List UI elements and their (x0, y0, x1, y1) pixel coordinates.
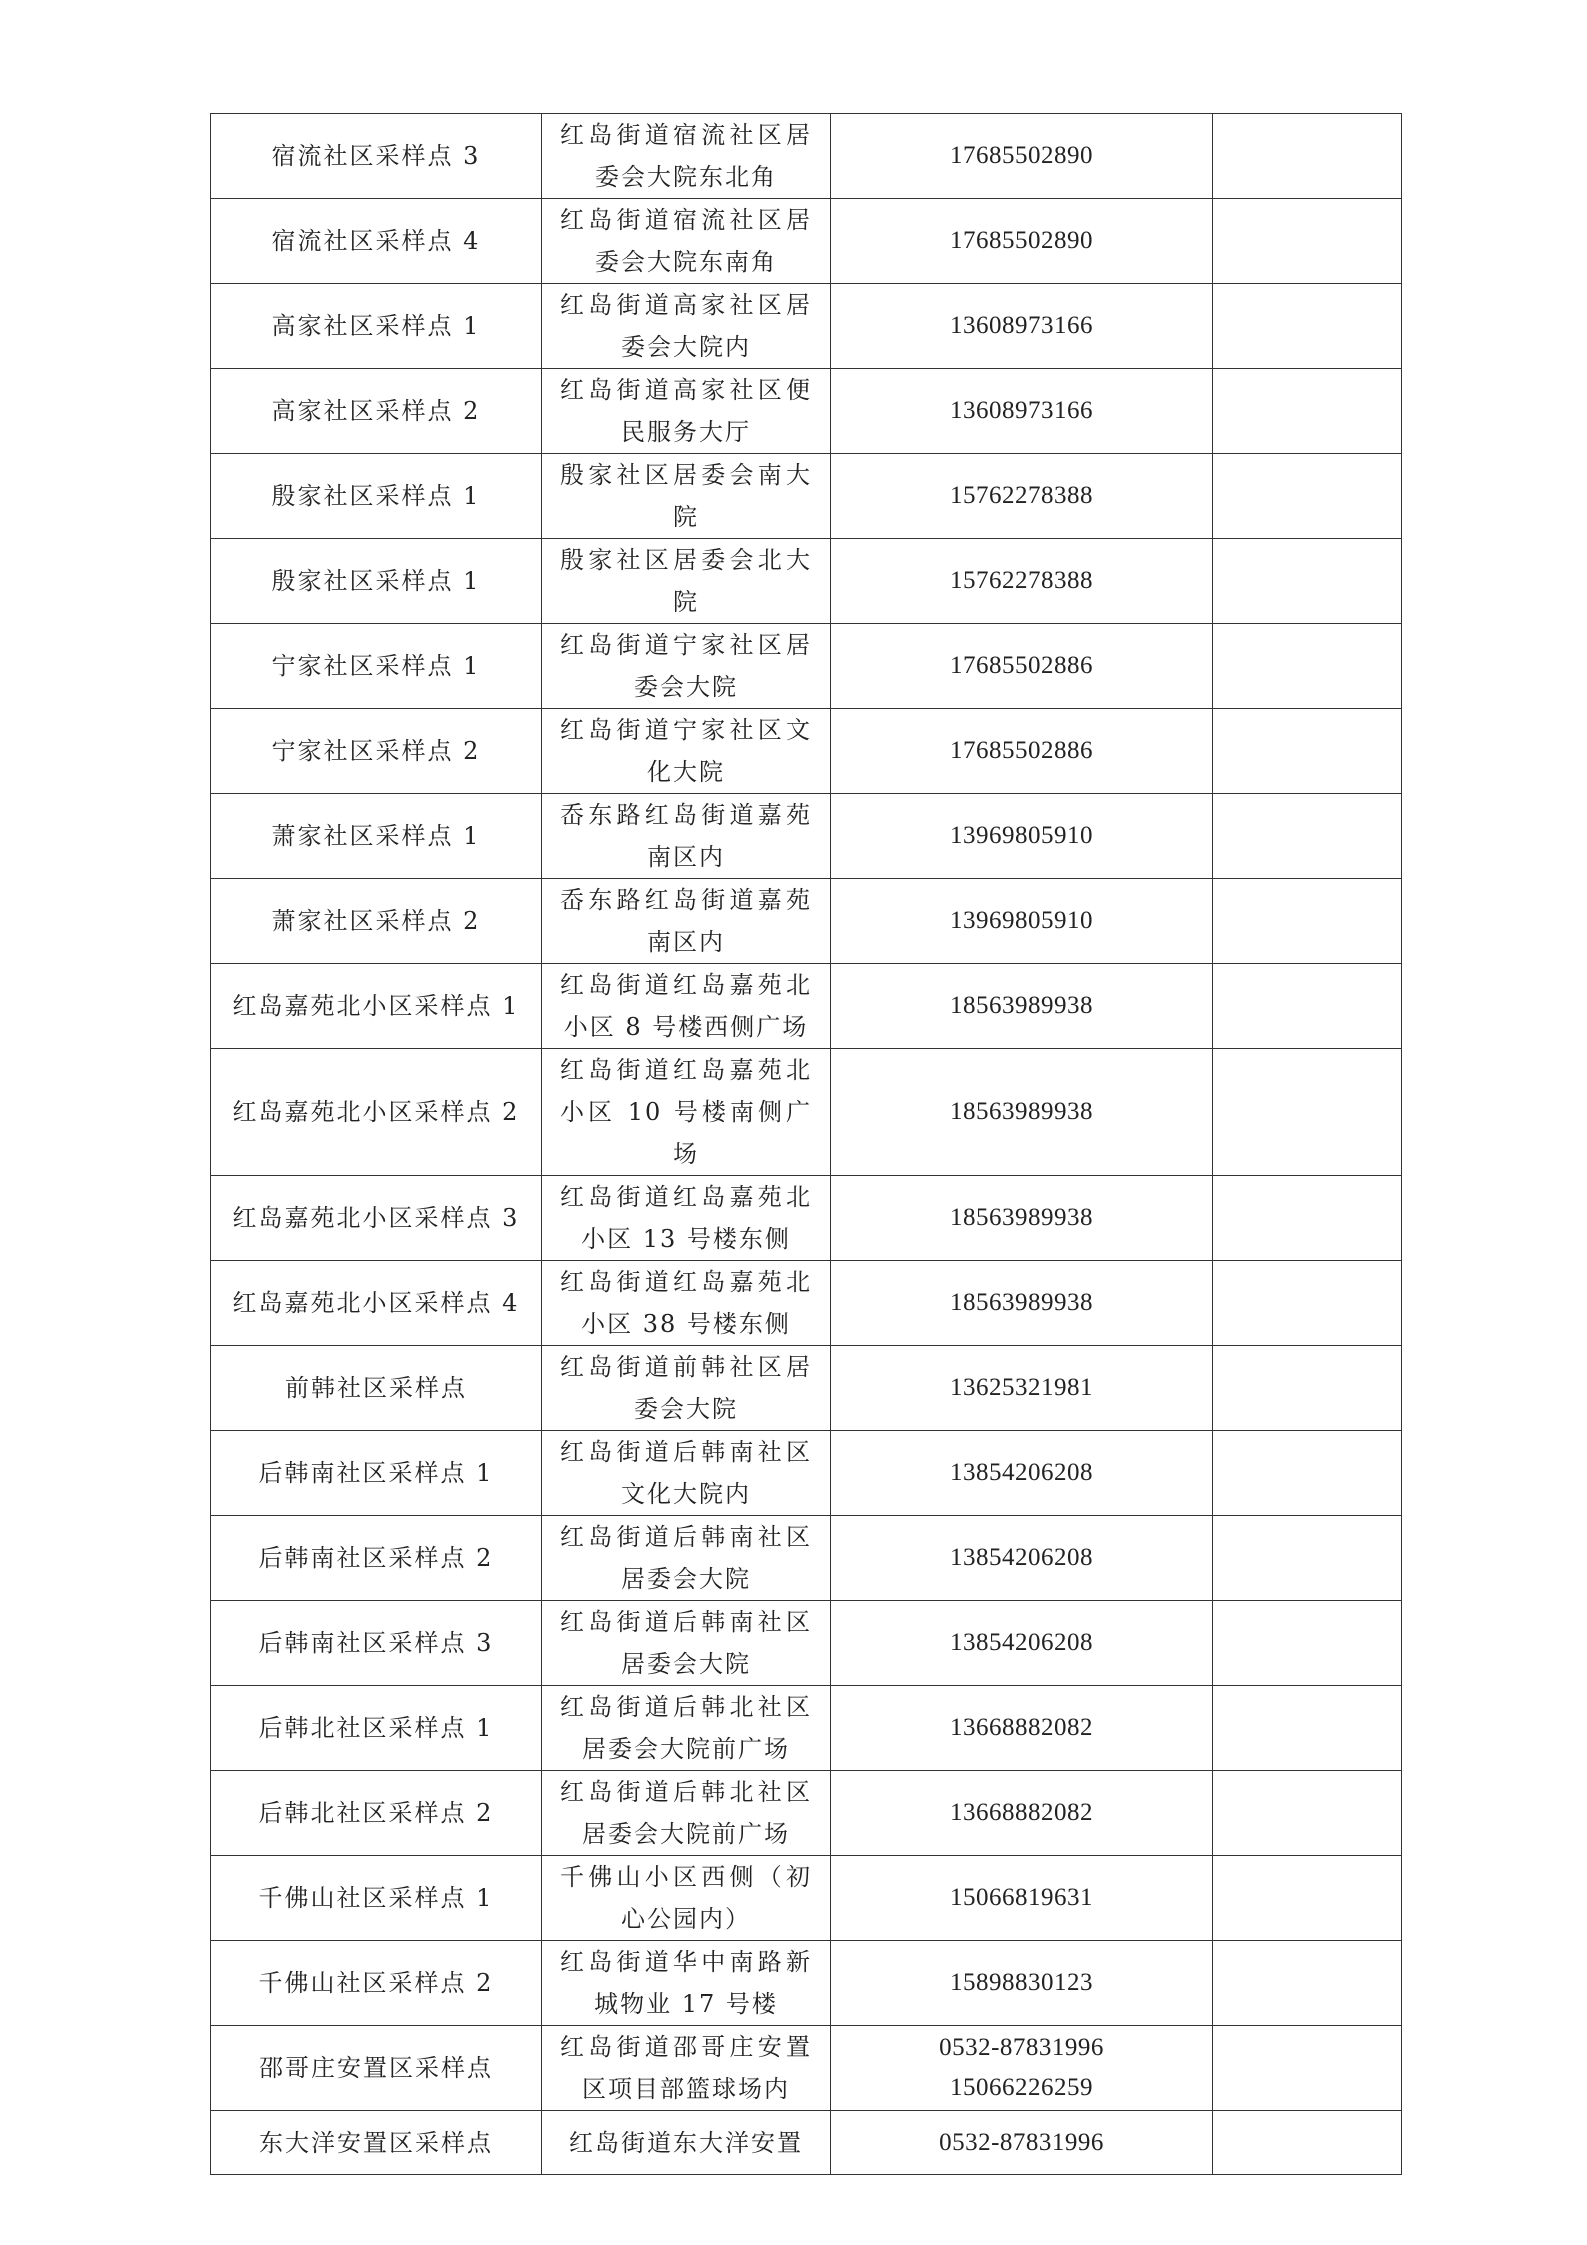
table-row (211, 879, 1402, 964)
note-cell (1213, 709, 1402, 794)
site-address-cell (542, 709, 831, 794)
site-address: 红岛街道东大洋安置 (569, 2128, 803, 2157)
note-cell (1213, 879, 1402, 964)
contact-phone-cell (831, 1856, 1213, 1941)
site-name: 萧家社区采样点 1 (271, 822, 481, 850)
table-row (211, 284, 1402, 369)
table-row (211, 1686, 1402, 1771)
table-body (211, 114, 1402, 2175)
table-row (211, 709, 1402, 794)
site-name: 东大洋安置区采样点 (259, 2128, 493, 2157)
contact-phone: 13608973166 (950, 397, 1093, 424)
note-cell (1213, 1346, 1402, 1431)
note-cell (1213, 284, 1402, 369)
contact-phone-cell (831, 1346, 1213, 1431)
contact-phone-cell (831, 454, 1213, 539)
site-name: 红岛嘉苑北小区采样点 4 (232, 1289, 520, 1317)
note-cell (1213, 1261, 1402, 1346)
note-cell (1213, 1601, 1402, 1686)
note-cell (1213, 624, 1402, 709)
site-address-cell (542, 1601, 831, 1686)
site-address: 红岛街道宁家社区居委会大院 (560, 631, 812, 701)
contact-phone: 17685502886 (950, 737, 1093, 764)
site-name-cell (211, 454, 542, 539)
site-address-cell (542, 794, 831, 879)
table-row (211, 1856, 1402, 1941)
site-address: 红岛街道前韩社区居委会大院 (560, 1353, 812, 1423)
contact-phone: 18563989938 (950, 1098, 1093, 1125)
site-address: 岙东路红岛街道嘉苑南区内 (560, 886, 812, 956)
note-cell (1213, 1856, 1402, 1941)
table-row (211, 1049, 1402, 1176)
contact-phone: 0532-87831996 15066226259 (939, 2034, 1104, 2101)
contact-phone: 18563989938 (950, 992, 1093, 1019)
table-row (211, 1176, 1402, 1261)
site-name: 宁家社区采样点 1 (271, 652, 481, 680)
contact-phone-cell (831, 1941, 1213, 2026)
site-name-cell (211, 709, 542, 794)
site-name-cell (211, 114, 542, 199)
site-address-cell (542, 1856, 831, 1941)
contact-phone: 15762278388 (950, 482, 1093, 509)
site-name: 红岛嘉苑北小区采样点 3 (232, 1204, 520, 1232)
site-address-cell (542, 1686, 831, 1771)
site-address: 红岛街道红岛嘉苑北小区 8 号楼西侧广场 (560, 971, 812, 1041)
site-address-cell (542, 2111, 831, 2175)
site-address-cell (542, 964, 831, 1049)
table-row (211, 1516, 1402, 1601)
note-cell (1213, 1686, 1402, 1771)
site-name: 高家社区采样点 2 (271, 397, 481, 425)
contact-phone-cell (831, 2111, 1213, 2175)
table-row (211, 794, 1402, 879)
contact-phone: 15898830123 (950, 1969, 1093, 1996)
site-address-cell (542, 624, 831, 709)
table-row (211, 1601, 1402, 1686)
site-name-cell (211, 1941, 542, 2026)
site-address-cell (542, 199, 831, 284)
note-cell (1213, 1516, 1402, 1601)
contact-phone-cell (831, 2026, 1213, 2111)
site-address-cell (542, 369, 831, 454)
contact-phone-cell (831, 964, 1213, 1049)
contact-phone-cell (831, 1516, 1213, 1601)
table-row (211, 1431, 1402, 1516)
site-name: 前韩社区采样点 (285, 1374, 467, 1402)
table-row (211, 1941, 1402, 2026)
contact-phone-cell (831, 1431, 1213, 1516)
note-cell (1213, 454, 1402, 539)
note-cell (1213, 539, 1402, 624)
table-row (211, 2026, 1402, 2111)
site-address: 红岛街道邵哥庄安置区项目部篮球场内 (560, 2033, 812, 2103)
table-row (211, 114, 1402, 199)
note-cell (1213, 114, 1402, 199)
site-address-cell (542, 114, 831, 199)
site-address: 岙东路红岛街道嘉苑南区内 (560, 801, 812, 871)
contact-phone-cell (831, 1601, 1213, 1686)
site-name-cell (211, 879, 542, 964)
site-name-cell (211, 624, 542, 709)
site-address: 红岛街道红岛嘉苑北小区 38 号楼东侧 (560, 1268, 812, 1338)
contact-phone: 13625321981 (950, 1374, 1093, 1401)
table-row (211, 539, 1402, 624)
site-address: 红岛街道宁家社区文化大院 (560, 716, 812, 786)
site-address-cell (542, 1176, 831, 1261)
site-name: 千佛山社区采样点 2 (258, 1969, 494, 1997)
table-row (211, 1346, 1402, 1431)
site-address: 红岛街道红岛嘉苑北小区 10 号楼南侧广场 (560, 1056, 812, 1168)
note-cell (1213, 1049, 1402, 1176)
site-name-cell (211, 964, 542, 1049)
table-row (211, 624, 1402, 709)
site-name: 红岛嘉苑北小区采样点 2 (232, 1098, 520, 1126)
site-name-cell (211, 2111, 542, 2175)
site-name-cell (211, 1686, 542, 1771)
site-address-cell (542, 1771, 831, 1856)
contact-phone-cell (831, 369, 1213, 454)
contact-phone: 13668882082 (950, 1714, 1093, 1741)
contact-phone: 13854206208 (950, 1544, 1093, 1571)
site-name-cell (211, 794, 542, 879)
table-row (211, 454, 1402, 539)
contact-phone-cell (831, 794, 1213, 879)
site-name-cell (211, 199, 542, 284)
note-cell (1213, 964, 1402, 1049)
site-address-cell (542, 284, 831, 369)
site-name: 殷家社区采样点 1 (271, 482, 481, 510)
site-name: 千佛山社区采样点 1 (258, 1884, 494, 1912)
site-address: 红岛街道后韩南社区居委会大院 (560, 1523, 812, 1593)
note-cell (1213, 1771, 1402, 1856)
contact-phone-cell (831, 114, 1213, 199)
site-address: 红岛街道高家社区便民服务大厅 (560, 376, 812, 446)
contact-phone-cell (831, 284, 1213, 369)
site-address: 殷家社区居委会南大院 (560, 461, 812, 531)
site-address-cell (542, 1346, 831, 1431)
site-name-cell (211, 1601, 542, 1686)
site-name: 后韩南社区采样点 3 (258, 1629, 494, 1657)
note-cell (1213, 1176, 1402, 1261)
site-address-cell (542, 1049, 831, 1176)
site-address: 红岛街道后韩南社区文化大院内 (560, 1438, 812, 1508)
contact-phone: 18563989938 (950, 1289, 1093, 1316)
contact-phone: 13969805910 (950, 907, 1093, 934)
site-name: 宁家社区采样点 2 (271, 737, 481, 765)
site-address: 红岛街道后韩北社区居委会大院前广场 (560, 1693, 812, 1763)
site-address-cell (542, 454, 831, 539)
site-address-cell (542, 2026, 831, 2111)
site-name-cell (211, 1516, 542, 1601)
contact-phone-cell (831, 539, 1213, 624)
site-name-cell (211, 539, 542, 624)
site-address: 红岛街道高家社区居委会大院内 (560, 291, 812, 361)
contact-phone: 15066819631 (950, 1884, 1093, 1911)
site-name-cell (211, 1856, 542, 1941)
site-address: 红岛街道宿流社区居委会大院东南角 (560, 206, 812, 276)
contact-phone-cell (831, 624, 1213, 709)
contact-phone: 0532-87831996 (939, 2128, 1104, 2156)
contact-phone-cell (831, 1176, 1213, 1261)
site-name-cell (211, 1431, 542, 1516)
site-address: 红岛街道红岛嘉苑北小区 13 号楼东侧 (560, 1183, 812, 1253)
contact-phone-cell (831, 1049, 1213, 1176)
site-address-cell (542, 1431, 831, 1516)
site-name: 后韩南社区采样点 1 (258, 1459, 494, 1487)
site-address: 红岛街道后韩北社区居委会大院前广场 (560, 1778, 812, 1848)
note-cell (1213, 2026, 1402, 2111)
contact-phone: 18563989938 (950, 1204, 1093, 1231)
site-address-cell (542, 879, 831, 964)
table-row (211, 2111, 1402, 2175)
site-name-cell (211, 369, 542, 454)
site-name-cell (211, 1049, 542, 1176)
note-cell (1213, 1431, 1402, 1516)
site-name: 邵哥庄安置区采样点 (259, 2054, 493, 2082)
site-address-cell (542, 1261, 831, 1346)
site-name-cell (211, 1261, 542, 1346)
contact-phone: 17685502890 (950, 227, 1093, 254)
contact-phone: 17685502886 (950, 652, 1093, 679)
site-address: 红岛街道华中南路新城物业 17 号楼 (560, 1948, 812, 2018)
site-name: 红岛嘉苑北小区采样点 1 (232, 992, 520, 1020)
contact-phone-cell (831, 1686, 1213, 1771)
contact-phone: 15762278388 (950, 567, 1093, 594)
site-name: 高家社区采样点 1 (271, 312, 481, 340)
table-row (211, 369, 1402, 454)
table-row (211, 1261, 1402, 1346)
site-name: 后韩北社区采样点 2 (258, 1799, 494, 1827)
contact-phone: 13608973166 (950, 312, 1093, 339)
site-name: 殷家社区采样点 1 (271, 567, 481, 595)
site-name: 后韩南社区采样点 2 (258, 1544, 494, 1572)
site-address: 殷家社区居委会北大院 (560, 546, 812, 616)
note-cell (1213, 199, 1402, 284)
site-name-cell (211, 1176, 542, 1261)
site-name-cell (211, 284, 542, 369)
contact-phone-cell (831, 879, 1213, 964)
contact-phone-cell (831, 1261, 1213, 1346)
site-name-cell (211, 2026, 542, 2111)
note-cell (1213, 2111, 1402, 2175)
contact-phone-cell (831, 1771, 1213, 1856)
site-name-cell (211, 1771, 542, 1856)
table-row (211, 199, 1402, 284)
site-address: 红岛街道宿流社区居委会大院东北角 (560, 121, 812, 191)
note-cell (1213, 369, 1402, 454)
table-row (211, 964, 1402, 1049)
site-address-cell (542, 1516, 831, 1601)
contact-phone: 13969805910 (950, 822, 1093, 849)
sampling-sites-table (210, 113, 1402, 2175)
contact-phone: 13668882082 (950, 1799, 1093, 1826)
site-name: 后韩北社区采样点 1 (258, 1714, 494, 1742)
site-name: 萧家社区采样点 2 (271, 907, 481, 935)
table-row (211, 1771, 1402, 1856)
contact-phone: 13854206208 (950, 1629, 1093, 1656)
contact-phone: 17685502890 (950, 142, 1093, 169)
site-name: 宿流社区采样点 3 (271, 142, 481, 170)
site-name: 宿流社区采样点 4 (271, 227, 481, 255)
note-cell (1213, 794, 1402, 879)
contact-phone-cell (831, 199, 1213, 284)
site-address: 千佛山小区西侧（初心公园内） (560, 1863, 812, 1933)
site-address-cell (542, 1941, 831, 2026)
site-address: 红岛街道后韩南社区居委会大院 (560, 1608, 812, 1678)
contact-phone: 13854206208 (950, 1459, 1093, 1486)
site-address-cell (542, 539, 831, 624)
contact-phone-cell (831, 709, 1213, 794)
site-name-cell (211, 1346, 542, 1431)
note-cell (1213, 1941, 1402, 2026)
